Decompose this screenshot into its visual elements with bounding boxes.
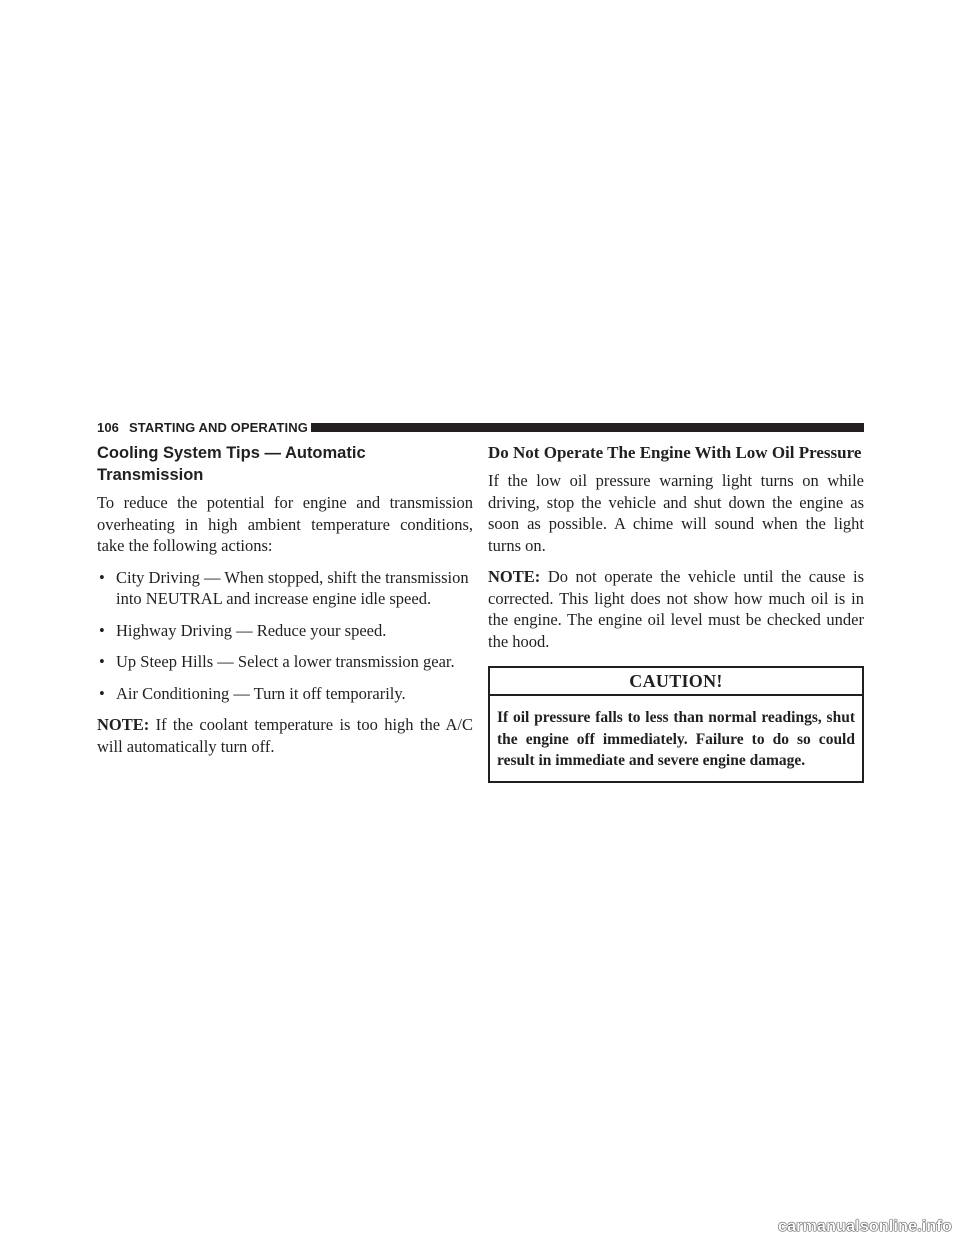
list-item-text: Highway Driving — Reduce your speed. <box>116 620 387 640</box>
section-title: STARTING AND OPERATING <box>129 420 308 435</box>
bullet-icon: • <box>99 652 105 671</box>
list-item <box>97 620 473 642</box>
cooling-tips-intro: To reduce the potential for engine and transmission overheating in high ambient temperature conditions, take the following actions: <box>97 493 473 555</box>
cooling-note <box>97 714 473 757</box>
header-rule <box>311 423 864 432</box>
oil-pressure-paragraph: If the low oil pressure warning light turns on while driving, stop the vehicle and shut down the engine as soon as possible. A chime will sound when the light turns on. <box>488 471 864 555</box>
caution-text: If oil pressure falls to less than normal readings, shut the engine off immediately. Failure to do so could result in immediate and severe engine damage. <box>497 709 855 769</box>
note-text: Do not operate the vehicle until the cause is corrected. This light does not show how much oil is in the engine. The engine oil level must be checked under the hood. <box>488 567 864 651</box>
caution-box <box>488 666 864 783</box>
list-item <box>97 683 473 705</box>
bullet-icon: • <box>99 567 105 587</box>
list-item-text: City Driving — When stopped, shift the transmission into NEUTRAL and increase engine idle speed. <box>116 567 469 608</box>
caution-title: CAUTION! <box>490 668 862 696</box>
list-item-text: Air Conditioning — Turn it off temporarily. <box>116 683 406 703</box>
watermark: carmanualsonline.info <box>777 1218 952 1235</box>
list-item <box>97 651 473 673</box>
bullet-icon: • <box>99 683 105 703</box>
note-label: NOTE: <box>488 567 541 586</box>
oil-pressure-heading: Do Not Operate The Engine With Low Oil Pressure <box>488 443 862 462</box>
note-label: NOTE: <box>97 715 150 734</box>
left-column <box>97 442 473 767</box>
oil-pressure-note <box>488 566 864 652</box>
note-text: If the coolant temperature is too high the A/C will automatically turn off. <box>97 715 473 756</box>
page-header <box>97 418 864 438</box>
cooling-tips-heading: Cooling System Tips — Automatic Transmission <box>97 444 366 484</box>
list-item-text: Up Steep Hills — Select a lower transmission gear. <box>116 652 455 671</box>
page-number: 106 <box>97 420 119 435</box>
bullet-icon: • <box>99 620 105 640</box>
list-item <box>97 567 473 610</box>
right-column <box>488 442 864 783</box>
cooling-tips-list <box>97 567 473 705</box>
